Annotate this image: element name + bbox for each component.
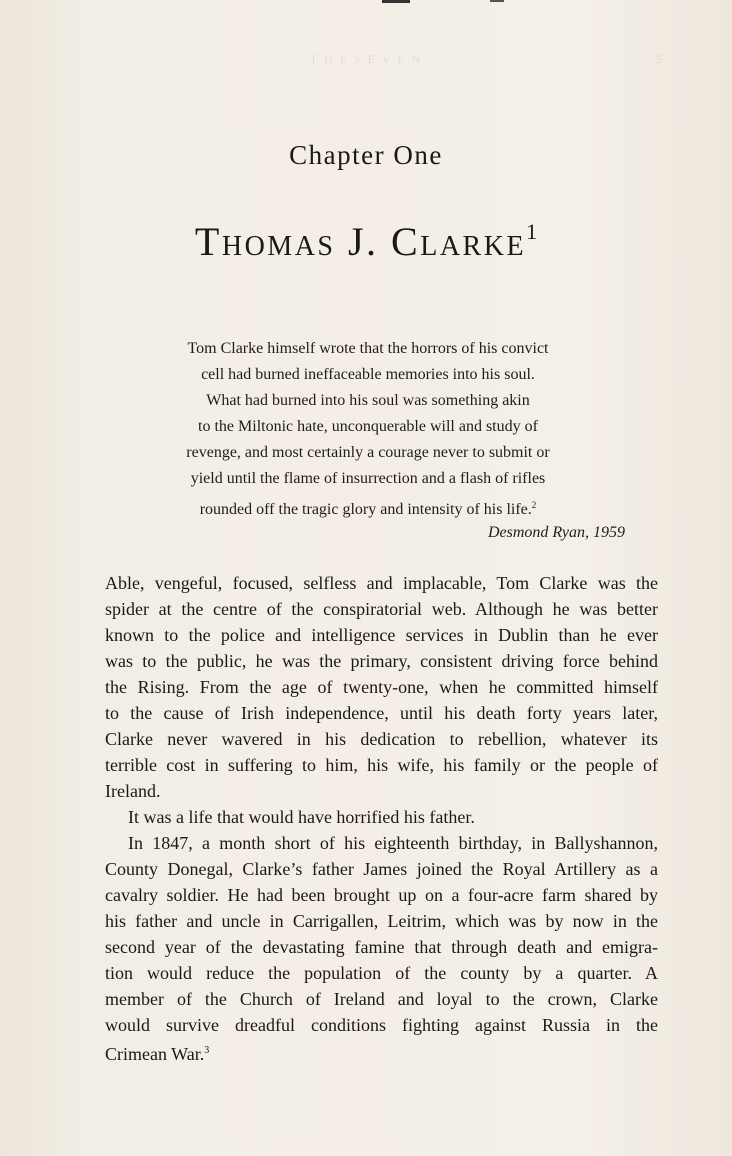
epigraph-line: cell had burned ineffaceable memories into his soul. <box>201 366 535 383</box>
body-line: known to the police and intelligence services in Dublin than he ever <box>105 625 658 645</box>
body-line: member of the Church of Ireland and loyal to the crown, Clarke <box>105 989 658 1009</box>
body-line: the Rising. From the age of twenty-one, when he committed himself <box>105 677 658 697</box>
body-line: spider at the centre of the conspiratorial web. Although he was better <box>105 599 658 619</box>
epigraph-attribution: Desmond Ryan, 1959 <box>487 524 625 541</box>
body-line-text: Crimean War. <box>105 1044 205 1064</box>
footnote-marker: 3 <box>204 1045 210 1056</box>
body-line: Able, vengeful, focused, selfless and implacable, Tom Clarke was the <box>105 573 658 593</box>
scan-mark <box>490 0 504 2</box>
chapter-title <box>0 208 732 266</box>
body-line: In 1847, a month short of his eighteenth birthday, in Ballyshannon, <box>128 833 658 853</box>
footnote-marker: 2 <box>531 500 537 510</box>
epigraph-line: What had burned into his soul was something akin <box>206 392 530 409</box>
body-line: would survive dreadful conditions fighting against Russia in the <box>105 1015 658 1035</box>
body-line: cavalry soldier. He had been brought up on a four-acre farm shared by <box>105 885 658 905</box>
epigraph <box>120 336 616 523</box>
scan-mark <box>382 0 410 3</box>
epigraph-line: to the Miltonic hate, unconquerable will and study of <box>198 418 538 435</box>
bleed-through-page-number: 5 <box>656 52 662 66</box>
chapter-title-text: Thomas J. Clarke <box>194 219 527 264</box>
body-text <box>105 570 658 1064</box>
footnote-marker: 1 <box>526 219 538 244</box>
body-line <box>105 1038 658 1064</box>
epigraph-line: yield until the flame of insurrection and a flash of rifles <box>190 470 546 487</box>
body-line: second year of the devastating famine that through death and emigra- <box>105 937 658 957</box>
epigraph-line: revenge, and most certainly a courage never to submit or <box>186 444 550 461</box>
body-line: terrible cost in suffering to him, his wife, his family or the people of <box>105 755 658 775</box>
body-line: was to the public, he was the primary, consistent driving force behind <box>105 651 658 671</box>
body-line: It was a life that would have horrified his father. <box>128 807 475 827</box>
bleed-through-running-head: T H E S E V E N <box>309 52 423 66</box>
body-line: tion would reduce the population of the county by a quarter. A <box>105 963 658 983</box>
body-line: Clarke never wavered in his dedication to rebellion, whatever its <box>105 729 658 749</box>
body-line: his father and uncle in Carrigallen, Leitrim, which was by now in the <box>105 911 658 931</box>
body-line: County Donegal, Clarke’s father James joined the Royal Artillery as a <box>105 859 658 879</box>
epigraph-line-text: rounded off the tragic glory and intensity of his life. <box>199 501 532 518</box>
body-line: to the cause of Irish independence, until his death forty years later, <box>105 703 658 723</box>
epigraph-line: Tom Clarke himself wrote that the horrors of his convict <box>187 340 549 357</box>
epigraph-line <box>120 492 616 523</box>
body-line: Ireland. <box>105 781 161 801</box>
chapter-label: Chapter One <box>289 140 443 170</box>
